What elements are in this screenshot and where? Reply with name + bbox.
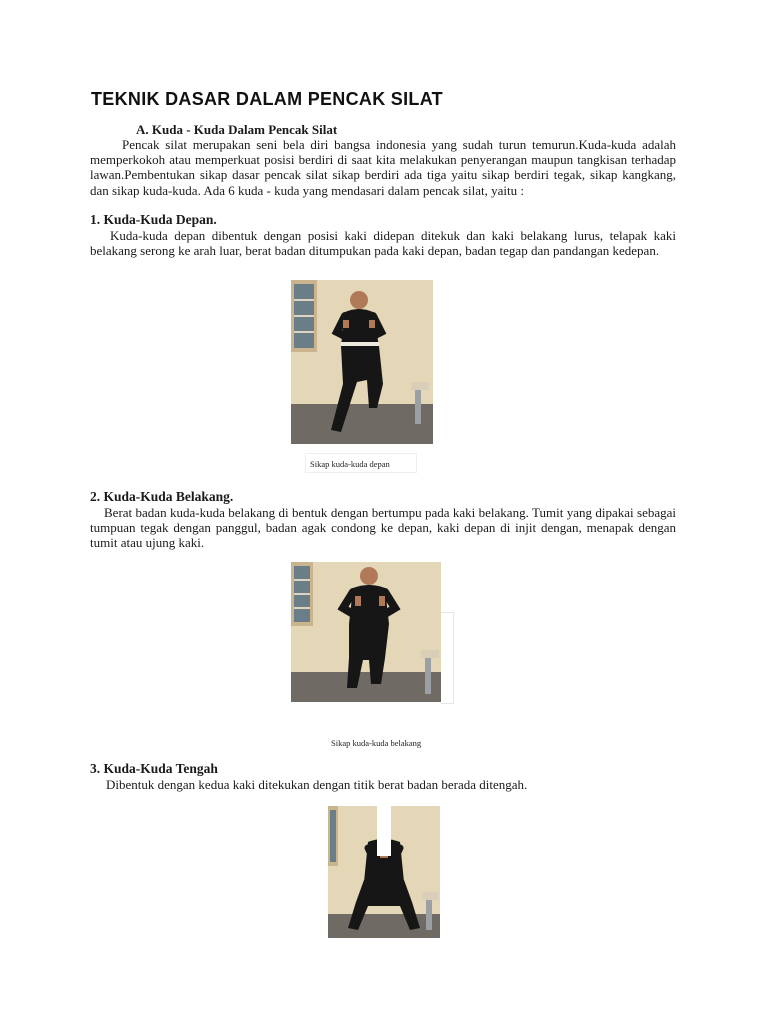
paragraph-kuda-kuda-tengah: Dibentuk dengan kedua kaki ditekukan dengan titik berat badan berada ditengah.: [106, 777, 528, 792]
paragraph-kuda-kuda-belakang: Berat badan kuda-kuda belakang di bentuk dengan bertumpu pada kaki belakang. Tumit yang dipakai sebagai tumpuan tegak dengan panggul, badan agak condong ke depan, kaki depan di injit dengan, menapak dengan tumit atau ujung kaki.: [90, 505, 676, 551]
intro-paragraph: Pencak silat merupakan seni bela diri bangsa indonesia yang sudah turun temurun.Kuda-kuda adalah memperkokoh atau memperkuat posisi berdiri di saat kita melakukan penyerangan maupun tangkisan terhadap lawan.Pembentukan sikap dasar pencak silat sikap berdiri ada tiga yaitu sikap berdiri tegak, sikap kangkang, dan sikap kuda-kuda. Ada 6 kuda - kuda yang mendasari dalam pencak silat, yaitu :: [90, 137, 676, 198]
image-frame-edge: [441, 612, 454, 704]
caption-kuda-kuda-belakang: Sikap kuda-kuda belakang: [331, 738, 422, 748]
page-title: TEKNIK DASAR DALAM PENCAK SILAT: [91, 89, 443, 109]
photo-kuda-kuda-belakang: [291, 562, 441, 702]
heading-kuda-kuda-belakang: 2. Kuda-Kuda Belakang.: [90, 489, 234, 504]
heading-kuda-kuda-depan: 1. Kuda-Kuda Depan.: [90, 212, 217, 227]
photo-kuda-kuda-depan: [291, 280, 433, 444]
paragraph-kuda-kuda-depan: Kuda-kuda depan dibentuk dengan posisi kaki didepan ditekuk dan kaki belakang lurus, telapak kaki belakang serong ke arah luar, berat badan ditumpukan pada kaki depan, badan tegap dan pandangan kedepan.: [90, 228, 676, 259]
section-a-heading: A. Kuda - Kuda Dalam Pencak Silat: [136, 122, 338, 137]
heading-kuda-kuda-tengah: 3. Kuda-Kuda Tengah: [90, 761, 218, 776]
face-cover-box: [377, 794, 391, 856]
caption-kuda-kuda-depan: Sikap kuda-kuda depan: [305, 453, 417, 473]
